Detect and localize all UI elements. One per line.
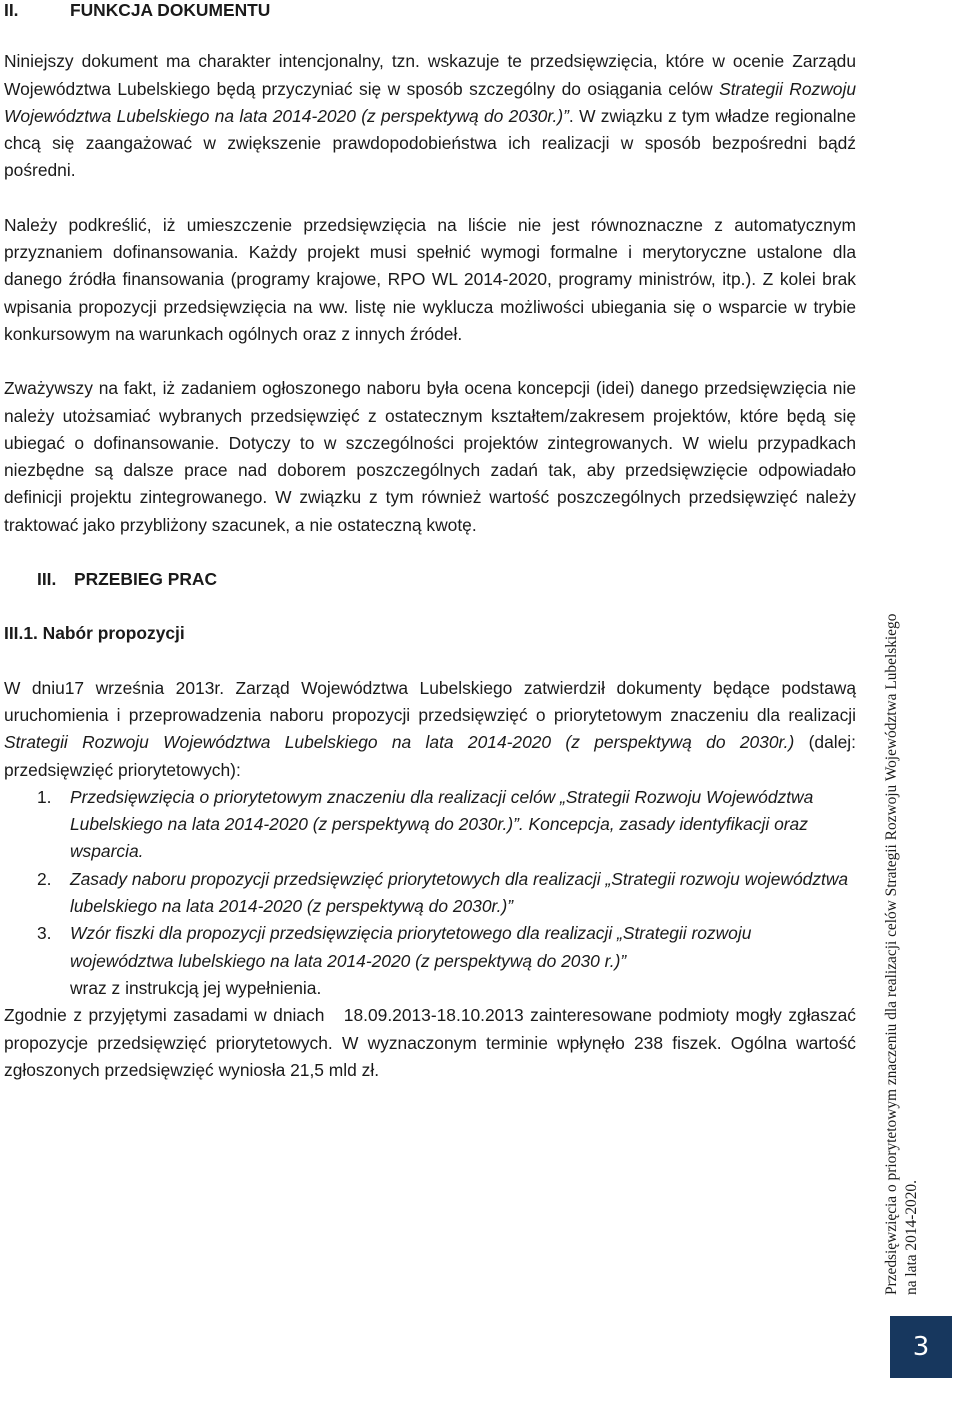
strategy-title-italic: Strategii Rozwoju Województwa Lubelskiego na lata 2014-2020 (z perspektywą do 2030r.)” (4, 78, 857, 126)
list-item-text: Wzór fiszki dla propozycji przedsięwzięcia priorytetowego dla realizacji „Strategii rozwoju województwa lubelskiego na lata 2014-2020 (z perspektywą do 2030 r.)” (70, 923, 752, 971)
paragraph-text: (dalej: przedsięwzięć priorytetowych): (4, 732, 857, 780)
list-item-tail: wraz z instrukcją jej wypełnienia. (70, 977, 322, 998)
page-number-badge (890, 1316, 952, 1378)
section-heading-2 (4, 0, 856, 24)
sidebar-line: Przedsięwzięcia o priorytetowym znaczeniu dla realizacji celów Strategii Rozwoju Województwa Lubelskiego (883, 613, 900, 1295)
paragraph-text: Niniejszy dokument ma charakter intencjonalny, tzn. wskazuje te przedsięwzięcia, które w ocenie Zarządu Województwa Lubelskiego będą przyczyniać się w sposób szczególny do osiągania celów (4, 51, 856, 99)
sidebar-text (882, 595, 958, 1295)
list-item (4, 920, 856, 1002)
list-number: 2. (37, 868, 52, 889)
page-number: 3 (912, 1332, 930, 1362)
paragraph-text: W dniu17 września 2013r. Zarząd Województwa Lubelskiego zatwierdził dokumenty będące podstawą uruchomienia i przeprowadzenia naboru propozycji przedsięwzięć o priorytetowym znaczeniu dla realizacji (4, 677, 856, 725)
list-number: 1. (37, 786, 52, 807)
section-number: III. (37, 569, 57, 590)
paragraph: Zważywszy na fakt, iż zadaniem ogłoszonego naboru była ocena koncepcji (idei) danego przedsięwzięcia nie należy utożsamiać wybranych przedsięwzięć z ostatecznym kształtem/zakresem projektów, które będą się ubiegać o dofinansowanie. Dotyczy to w szczególności projektów zintegrowanych. W wielu przypadkach niezbędne są dalsze prace nad doborem poszczególnych zadań tak, aby przedsięwzięcie odpowiadało definicji projektu zintegrowanego. W związku z tym również wartość poszczególnych przedsięwzięć należy traktować jako przybliżony szacunek, a nie ostateczną kwotę. (4, 378, 856, 535)
paragraph: Należy podkreślić, iż umieszczenie przedsięwzięcia na liście nie jest równoznaczne z automatycznym przyznaniem dofinansowania. Każdy projekt musi spełnić wymogi formalne i merytoryczne ustalone dla danego źródła finansowania (programy krajowe, RPO WL 2014-2020, programy ministrów, itp.). Z kolei brak wpisania propozycji przedsięwzięcia na ww. listę nie wyklucza możliwości ubiegania się o wsparcie w trybie konkursowym na warunkach ogólnych oraz z innych źródeł. (4, 214, 856, 344)
list-item-text: Przedsięwzięcia o priorytetowym znaczeniu dla realizacji celów „Strategii Rozwoju Województwa Lubelskiego na lata 2014-2020 (z perspektywą do 2030r.)”. Koncepcja, zasady identyfikacji oraz wsparcia. (70, 786, 814, 862)
paragraph (4, 675, 856, 784)
main-content (4, 0, 861, 1084)
subsection-heading: III.1. Nabór propozycji (4, 623, 185, 644)
list-item-text: Zasady naboru propozycji przedsięwzięć priorytetowych dla realizacji „Strategii rozwoju województwa lubelskiego na lata 2014-2020 (z perspektywą do 2030r.)” (70, 868, 849, 917)
section-title: PRZEBIEG PRAC (74, 569, 218, 590)
section-number: II. (4, 0, 19, 20)
paragraph (4, 48, 856, 184)
document-list (4, 784, 856, 1002)
list-item (4, 784, 856, 866)
paragraph: Zgodnie z przyjętymi zasadami w dniach 18.09.2013-18.10.2013 zainteresowane podmioty mogły zgłaszać propozycje przedsięwzięć priorytetowych. W wyznaczonym terminie wpłynęło 238 fiszek. Ogólna wartość zgłoszonych przedsięwzięć wyniosła 21,5 mld zł. (4, 1005, 861, 1080)
sidebar-line: na lata 2014-2020. (903, 1180, 920, 1295)
sidebar-running-title (878, 595, 954, 1295)
paragraph-text: . W związku z tym władze regionalne chcą się zaangażować w zwiększenie prawdopodobieństwa ich realizacji w sposób bezpośredni bądź pośredni. (4, 105, 857, 181)
list-number: 3. (37, 923, 52, 944)
section-title: FUNKCJA DOKUMENTU (70, 0, 271, 20)
list-item (4, 866, 856, 921)
section-heading-3 (37, 566, 856, 593)
strategy-title-italic: Strategii Rozwoju Województwa Lubelskiego na lata 2014-2020 (z perspektywą do 2030r.) (4, 732, 795, 753)
